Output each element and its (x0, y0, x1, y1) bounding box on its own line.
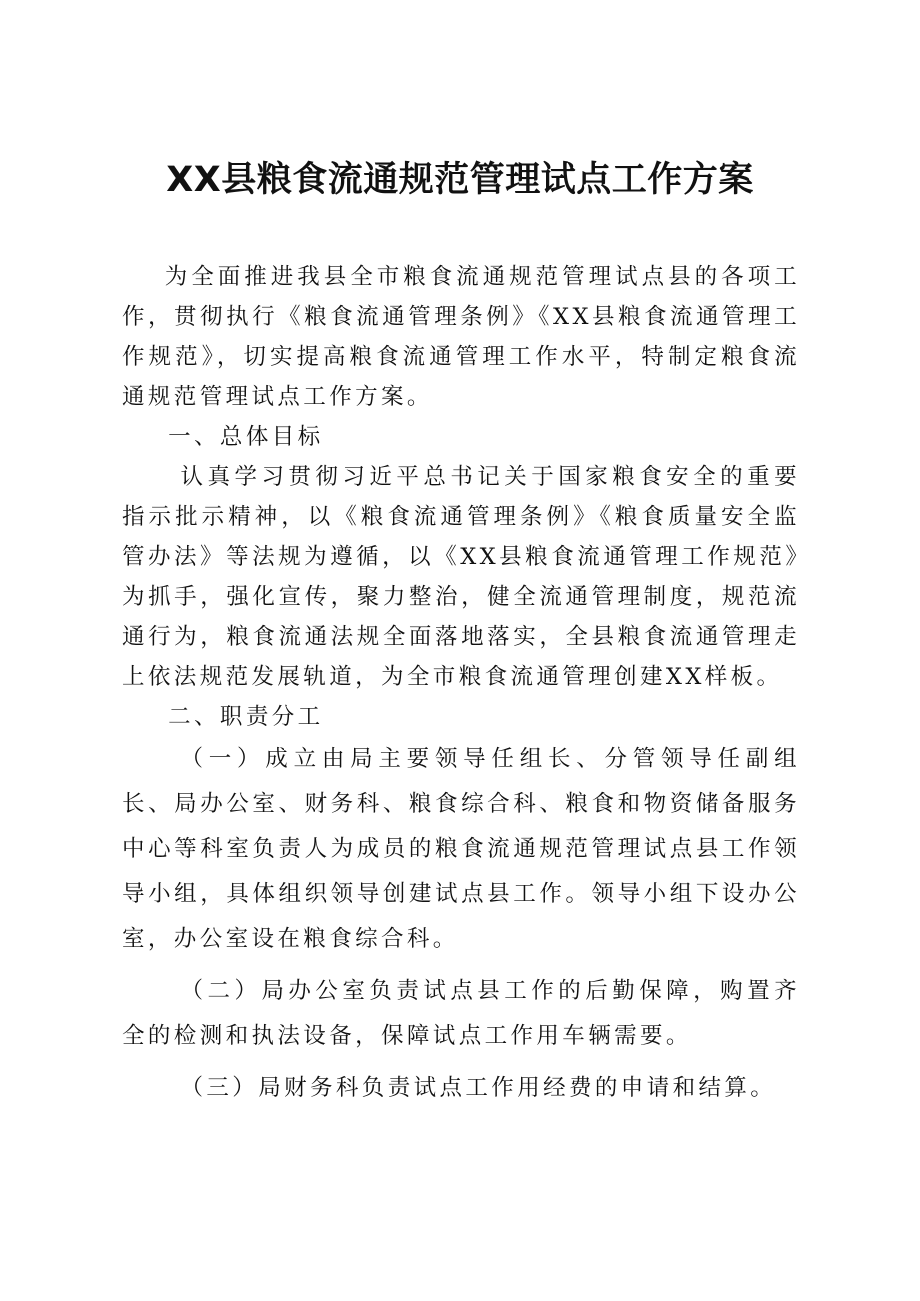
goals-paragraph: 认真学习贯彻习近平总书记关于国家粮食安全的重要指示批示精神，以《粮食流通管理条例》《粮食质量安全监管办法》等法规为遵循，以《XX县粮食流通管理工作规范》为抓手，强化宣传，聚力整治，健全流通管理制度，规范流通行为，粮食流通法规全面落地落实，全县粮食流通管理走上依法规范发展轨道，为全市粮食流通管理创建XX样板。 (122, 464, 800, 690)
document-title: XX县粮食流通规范管理试点工作方案 (166, 160, 754, 200)
paragraph-spacer (122, 1059, 800, 1066)
duty-paragraph-1: （一）成立由局主要领导任组长、分管领导任副组长、局办公室、财务科、粮食综合科、粮食和物资储备服务中心等科室负责人为成员的粮食流通规范管理试点县工作领导小组，具体组织领导创建试点县工作。领导小组下设办公室，办公室设在粮食综合科。 (122, 746, 800, 952)
intro-paragraph: 为全面推进我县全市粮食流通规范管理试点县的各项工作，贯彻执行《粮食流通管理条例》《XX县粮食流通管理工作规范》，切实提高粮食流通管理工作水平，特制定粮食流通规范管理试点工作方案。 (122, 264, 800, 410)
section-heading-goals: 一、总体目标 (168, 424, 324, 450)
duty-paragraph-3: （三）局财务科负责试点工作用经费的申请和结算。 (180, 1075, 777, 1101)
section-heading-duties: 二、职责分工 (168, 704, 324, 730)
document-body (122, 257, 800, 1111)
paragraph-spacer (122, 962, 800, 969)
duty-paragraph-2: （二）局办公室负责试点县工作的后勤保障，购置齐全的检测和执法设备，保障试点工作用车辆需要。 (122, 978, 800, 1049)
